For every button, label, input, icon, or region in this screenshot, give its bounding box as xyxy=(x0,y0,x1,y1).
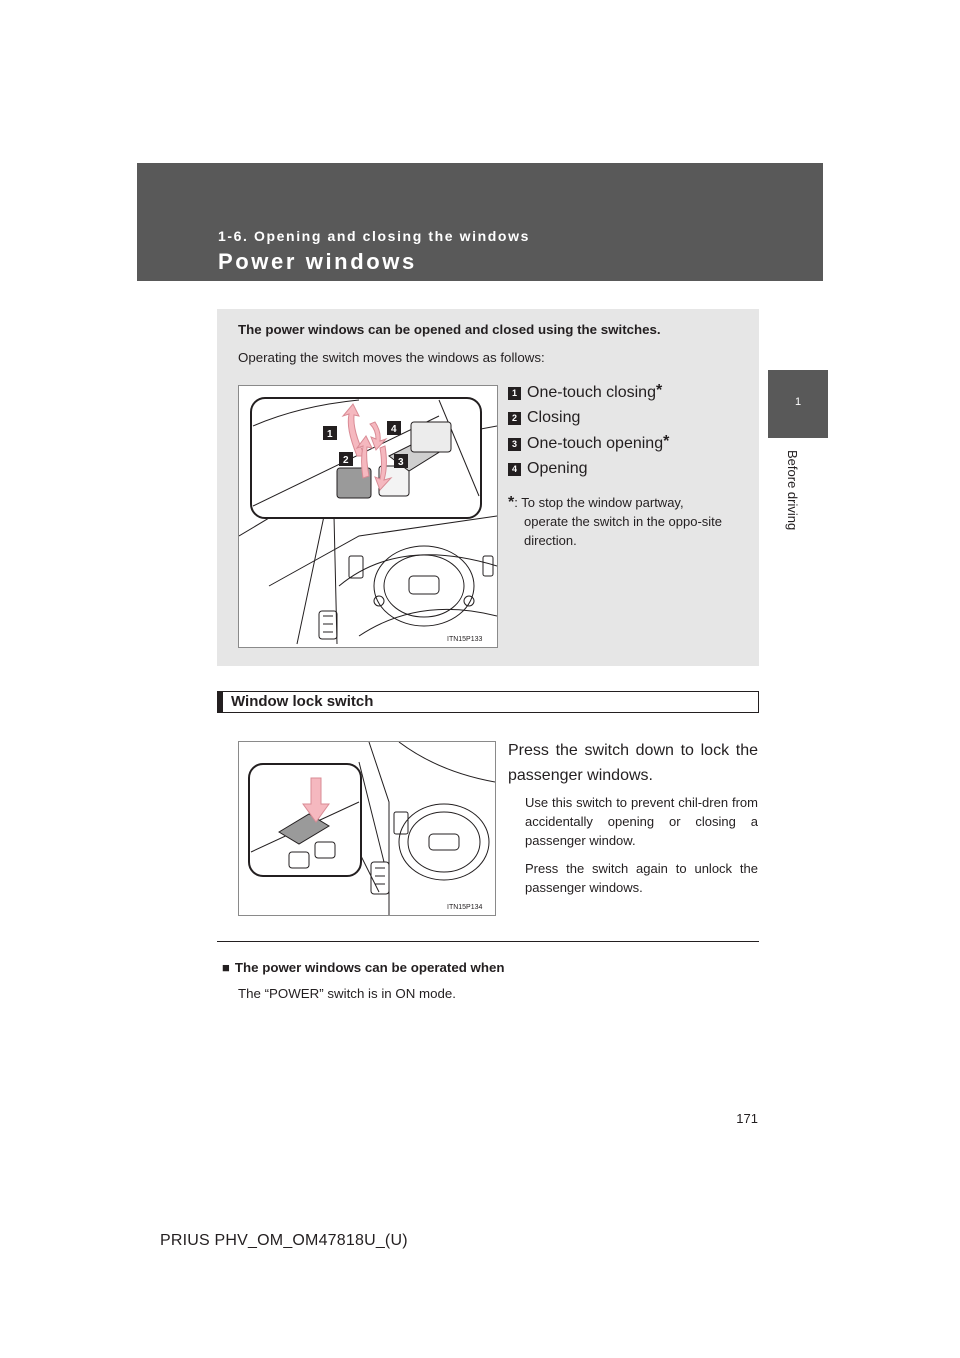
svg-text:4: 4 xyxy=(391,424,397,435)
svg-text:2: 2 xyxy=(343,455,349,466)
conditions-heading-text: The power windows can be operated when xyxy=(234,960,505,975)
legend-number: 2 xyxy=(508,412,521,425)
window-lock-note-2: Press the switch again to unlock the passenger windows. xyxy=(525,861,758,895)
legend-label: Opening xyxy=(527,460,588,477)
legend-label: Closing xyxy=(527,409,581,426)
legend-label: One-touch closing xyxy=(527,384,656,401)
legend-number: 1 xyxy=(508,387,521,400)
page-title: Power windows xyxy=(218,249,417,274)
page-number: 171 xyxy=(736,1111,758,1126)
window-lock-switch-illustration xyxy=(239,742,495,915)
chapter-number: 1 xyxy=(794,396,802,408)
footnote xyxy=(508,493,724,550)
window-lock-note-1: Use this switch to prevent chil-dren from accidentally opening or closing a passenger window. xyxy=(525,795,758,848)
power-window-switch-figure xyxy=(238,385,498,648)
legend-number: 3 xyxy=(508,438,521,451)
footnote-star: * xyxy=(508,494,515,511)
conditions-heading xyxy=(222,960,505,975)
legend-item-2 xyxy=(508,409,580,427)
legend-label: One-touch opening xyxy=(527,435,664,452)
conditions-text: The “POWER” switch is in ON mode. xyxy=(238,986,456,1001)
svg-text:3: 3 xyxy=(398,457,404,468)
section-label: 1-6. Opening and closing the windows xyxy=(218,228,530,244)
legend-number: 4 xyxy=(508,463,521,476)
svg-text:1: 1 xyxy=(327,429,333,440)
legend-item-3: 3 One-touch opening * xyxy=(508,435,669,453)
intro-bold-text: The power windows can be opened and closed using the switches. xyxy=(238,322,661,337)
figure-code: ITN15P133 xyxy=(447,636,483,643)
legend-item-1: 1 One-touch closing * xyxy=(508,384,662,402)
section-divider xyxy=(217,941,759,942)
chapter-title-text: Before driving xyxy=(785,450,800,531)
legend-item-4 xyxy=(508,460,588,478)
intro-text: Operating the switch moves the windows as follows: xyxy=(238,350,545,365)
document-id: PRIUS PHV_OM_OM47818U_(U) xyxy=(160,1232,408,1249)
power-window-switch-illustration xyxy=(239,386,497,647)
window-lock-heading: Window lock switch xyxy=(217,691,759,713)
window-lock-main-text: Press the switch down to lock the passenger windows. xyxy=(508,742,758,784)
chapter-title xyxy=(786,450,806,550)
footnote-rest: operate the switch in the oppo-site direction. xyxy=(524,514,723,548)
window-lock-switch-figure xyxy=(238,741,496,916)
bullet-square-icon: ■ xyxy=(222,960,230,975)
footnote-line1: : To stop the window partway, xyxy=(514,495,684,510)
figure-code: ITN15P134 xyxy=(447,904,483,911)
